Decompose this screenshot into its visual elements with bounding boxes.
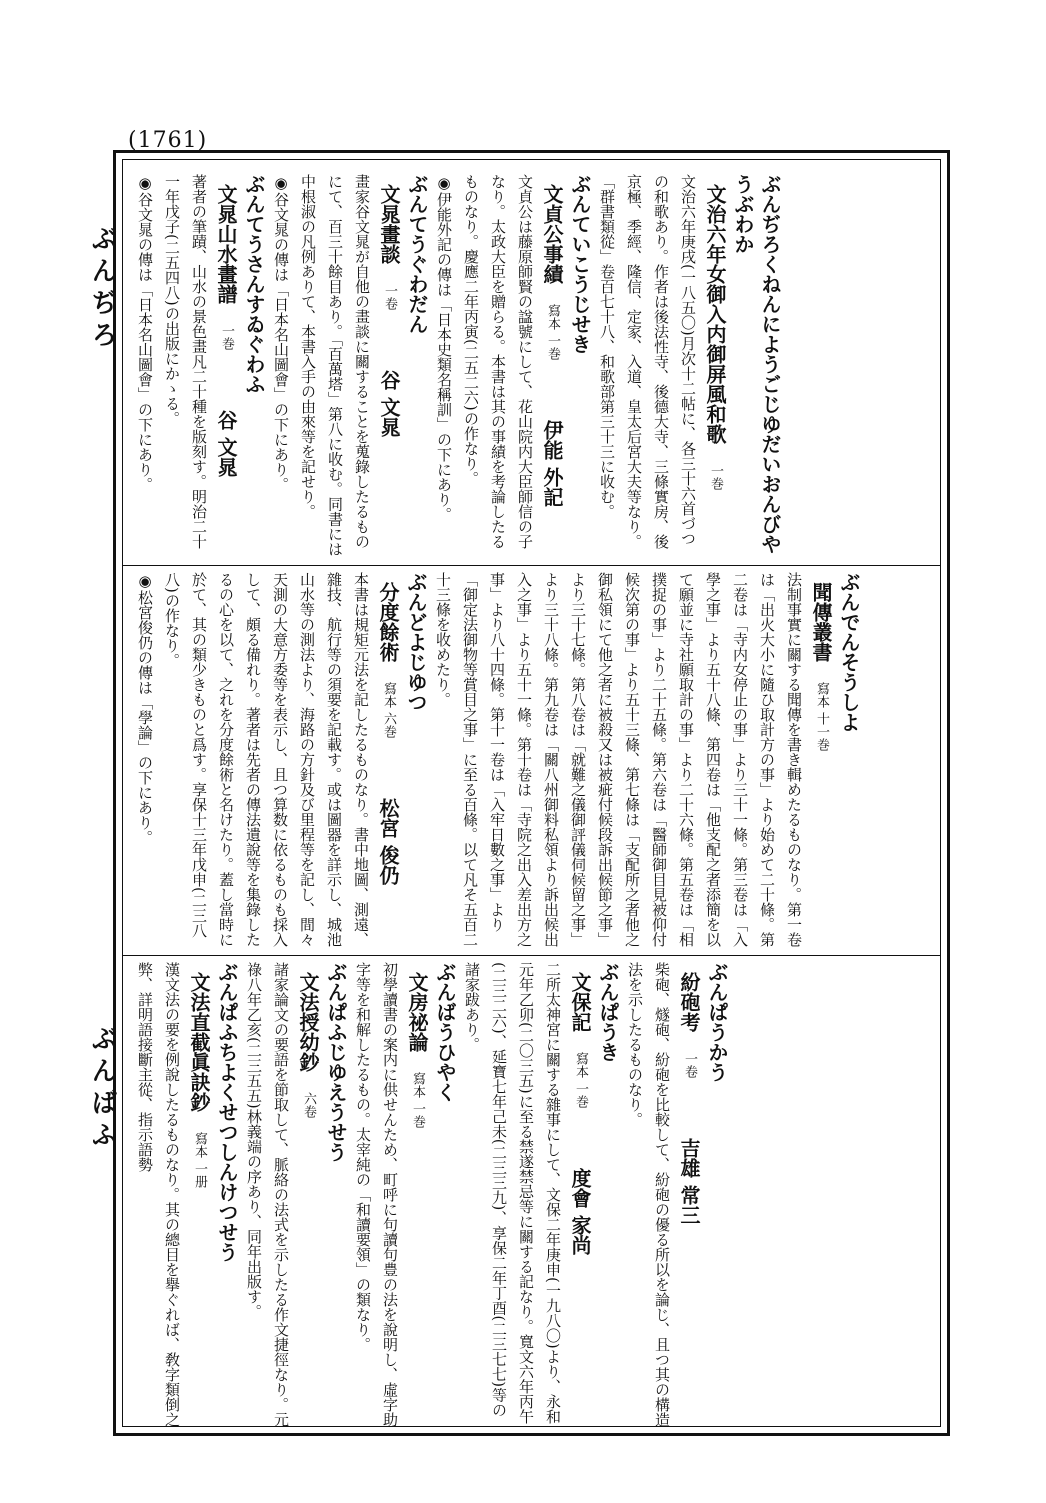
entry-description: 本書は規矩元法を記したるものなり。書中地圖、測遠、雜技、航行等の須要を記載す。或は圖器を詳示し、城池山水等の測法より、海路の方針及び里程等を記し、間々天測の大意方委等を表示し、且つ算数に依るものも採入して、頗る備れり。著者は先者の傳法遺說等を集錄したるの心を以て、之れを分度餘術と名けたり。蓋し當時に於て、其の類少きものと爲す。享保十三年戊申(二三八八)の作なり。 <box>163 572 370 947</box>
entry-title-line <box>538 184 566 559</box>
tier-middle <box>131 572 932 948</box>
entry-description: 諸家論文の要語を節取して、脈絡の法式を示したる作文捷徑なり。元祿八年乙亥(二三五五)林義端の序あり、同年出版す。 <box>245 962 290 1427</box>
entry-title: 文治六年女御入内御屏風和歌 <box>703 184 727 444</box>
tier-text <box>131 572 862 948</box>
entry-title: 文房祕論 <box>405 972 429 1052</box>
entry-volumes: 寫本 一巻 <box>410 1072 425 1129</box>
entry-description: 初學讀書の案内に供せんため、町呼に句讀句豊の法を說明し、虛字助字等を和解したるもの。太宰純の「和讀要領」の類なり。 <box>354 962 399 1427</box>
entry-description: 漢文法の要を例說したるものなり。其の總目を擧ぐれば、敎字類倒之弊、詳明語接斷主從、指示語勢 <box>136 962 181 1427</box>
entry-author: 度會 家尚 <box>568 1168 592 1256</box>
entry-author: 谷 文晁 <box>377 370 401 437</box>
entry-title-line <box>375 184 403 559</box>
entry-volumes: 一巻 <box>708 464 723 490</box>
entry-title: 文保記 <box>568 972 592 1032</box>
entry-title-line <box>566 972 594 1427</box>
entry-description: 畫家谷文晁が自他の畫談に關することを蒐錄したるものにて、百三十餘目あり。「百萬塔」第八に收む。同書には中根淑の凡例ありて、本書入手の由來等を記せり。 <box>299 174 371 557</box>
entry-note: ◉谷文晁の傳は「日本名山圖會」の下にあり。 <box>272 174 290 492</box>
entry-reading: ぶんていこうじせき <box>568 174 592 354</box>
entry <box>458 962 621 1427</box>
page-number: (1761) <box>128 128 208 153</box>
entry-title: 文貞公事績 <box>540 184 564 284</box>
entry-author: 吉雄 常三 <box>677 1138 701 1225</box>
tier-text <box>131 962 730 1427</box>
entry-title-line <box>807 582 835 948</box>
tier-bottom <box>131 962 932 1427</box>
entry-title-line <box>185 972 213 1427</box>
entry-description: 法制事實に關する聞傳を書き輯めたるものなり。第一卷は「出火大小に隨ひ取計方の事」より始めて二十條。第二卷は「寺内女停止の事」より三十一條。第三卷は「入學之事」より五十八條、第四卷は「他支配之者添簡を以て願並に寺社願取計の事」より二十六條。第五卷は「相撲捉の事」より二十五條。第六卷は「醫師御目見被仰付候次第の事」より五十三條、第七條は「支配所之者他之御私領にて他之者に被殺又は被疵付候段訴出候節之事」より三十七條。第八卷は「就難之儀御評儀伺候留之事」より三十八條。第九卷は「關八州御料私領より訴出候出入之事」より五十一條。第十卷は「寺院之出入差出方之事」より八十四條。第十一卷は「入牢日數之事」より「御定法御物等賞目之事」に至る百條。以て凡そ五百二十三條を收めたり。 <box>434 572 803 947</box>
entry-title-line <box>701 184 729 559</box>
entry-description: 文貞公は藤原師賢の諡號にして、花山院内大臣師信の子なり。太政大臣を贈らる。本書は其の事績を考論したるものなり。慶應二年丙寅(二五二六)の作なり。 <box>462 174 534 549</box>
entry <box>131 174 267 559</box>
entry <box>240 962 349 1427</box>
entry-title: 紛砲考 <box>677 972 701 1032</box>
entry-title: 文晁畫談 <box>377 184 401 264</box>
entry-reading: ぶんぱふじゆえうせう <box>324 962 348 1162</box>
entry-description: 文治六年庚戌(一八五〇)月次十二帖に、各三十六首づつの和歌あり。作者は後法性寺、後德大寺、三條實房、後京極、季經、隆信、定家、入道、皇太后宮大夫等なり。「群書類從」卷百七十八、和歌部第三十三に收む。 <box>598 174 697 549</box>
entry-volumes: 寫本 十一巻 <box>814 682 829 752</box>
entry <box>131 962 240 1427</box>
entry-title-line <box>374 582 402 948</box>
entry-volumes: 寫本 六巻 <box>381 682 396 739</box>
entry <box>429 572 862 948</box>
tier-divider <box>123 955 940 956</box>
entry-title-line <box>212 184 240 559</box>
entry-author: 伊能 外記 <box>540 420 564 508</box>
entry-volumes: 寫本 一册 <box>192 1132 207 1189</box>
entry-note: ◉谷文晁の傳は「日本名山圖會」の下にあり。 <box>136 174 154 492</box>
entry-author: 谷 文晁 <box>214 410 238 477</box>
entry-description: 柴砲、燧砲、紛砲を比較して、紛砲の優る所以を論じ、且つ其の構造法を示したるものなり。 <box>626 962 671 1427</box>
entry-volumes: 寫本 一巻 <box>573 1052 588 1109</box>
entry-reading: ぶんぢろくねんにようごじゆだいおんびやうぶわか <box>731 174 782 554</box>
dictionary-frame <box>113 150 950 1436</box>
entry-title-line <box>675 972 703 1427</box>
entry <box>593 174 783 559</box>
entry <box>267 174 430 559</box>
entry-reading: ぶんぱうき <box>596 962 620 1062</box>
entry-reading: ぶんどよじゆつ <box>404 572 428 712</box>
entry <box>349 962 458 1427</box>
entry-volumes: 六卷 <box>301 1092 316 1118</box>
entry-volumes: 一巻 <box>219 324 234 350</box>
entry-note: ◉伊能外記の傳は「日本史類名稱訓」の下にあり。 <box>435 174 453 522</box>
entry-title-line <box>403 972 431 1427</box>
tier-top <box>131 174 932 559</box>
entry <box>430 174 593 559</box>
entry <box>131 572 429 948</box>
tier-divider <box>123 565 940 566</box>
entry-title: 聞傳叢書 <box>809 582 833 662</box>
entry-reading: ぶんてうさんすゐぐわふ <box>242 174 266 394</box>
entry-volumes: 寫本 一巻 <box>545 304 560 361</box>
entry-reading: ぶんでんそうしよ <box>837 572 861 732</box>
entry-reading: ぶんぱうかう <box>705 962 729 1082</box>
entry-note: ◉松宮俊仍の傳は「學論」の下にあり。 <box>136 572 154 845</box>
entry-volumes: 一卷 <box>382 284 397 310</box>
entry-description: 二所太神宮に關する雜事にして、文保二年庚申(一九八〇)より、永和元年乙卯(二〇三五)に至る禁遂禁忌等に關する記なり。寬文六年丙午(二三二六)、延寶七年己未(二三三九)、享保二年丁酉(二三七七)等の諸家跋あり。 <box>463 962 562 1424</box>
running-head-bottom: ぶんばふ <box>87 1025 117 1153</box>
entry-reading: ぶんぱふちよくせつしんけつせう <box>215 962 239 1262</box>
entry-reading: ぶんばうひやく <box>433 962 457 1102</box>
entry-title-line <box>294 972 322 1427</box>
entry-title: 文法授幼鈔 <box>296 972 320 1072</box>
entry-volumes: 一卷 <box>682 1052 697 1078</box>
running-head-top: ぶんぢろ <box>87 225 117 353</box>
tier-text <box>131 174 783 559</box>
entry-title: 文法直截眞訣鈔 <box>187 972 211 1112</box>
entry-reading: ぶんてうぐわだん <box>405 174 429 334</box>
entry-author: 松宮 俊仍 <box>376 798 400 886</box>
entry <box>621 962 730 1427</box>
entry-title: 分度餘術 <box>376 582 400 662</box>
inner-rule <box>122 159 941 1427</box>
entry-title: 文晁山水畫譜 <box>214 184 238 304</box>
entry-description: 著者の筆蹟、山水の景色畫凡二十種を版刻す。明治二十一年戊子(二五四八)の出版にかゝる。 <box>163 174 208 549</box>
